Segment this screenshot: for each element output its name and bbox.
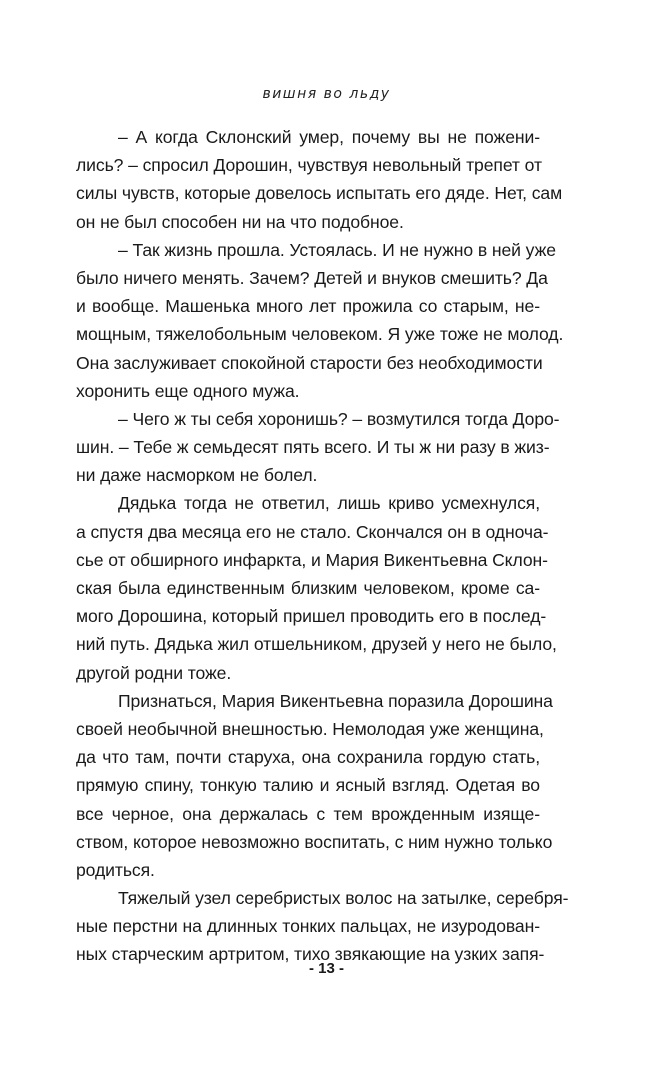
text-line: Дядька тогда не ответил, лишь криво усмехнулся, [118,493,540,514]
text-line: хоронить еще одного мужа. [76,380,300,401]
text-line: Тяжелый узел серебристых волос на затылке, серебря- [118,888,569,909]
text-line: Признаться, Мария Викентьевна поразила Дорошина [118,690,553,711]
text-line: мого Дорошина, который пришел проводить его в послед- [76,606,547,627]
running-head: вишня во льду [262,86,391,102]
text-line: сье от обширного инфаркта, и Мария Викентьевна Склон- [76,549,548,570]
text-line: – Так жизнь прошла. Устоялась. И не нужно в ней уже [118,239,556,260]
text-line: было ничего менять. Зачем? Детей и внуков смешить? Да [76,267,548,288]
text-line: другой родни тоже. [76,662,232,683]
text-line: да что там, почти старуха, она сохранила гордую стать, [76,747,540,768]
text-line: мощным, тяжелобольным человеком. Я уже тоже не молод. [76,324,564,345]
text-line: родиться. [76,859,155,880]
text-line: ни даже насморком не болел. [76,465,318,486]
text-line: силы чувств, которые довелось испытать его дяде. Нет, сам [76,183,563,204]
text-line: ных старческим артритом, тихо звякающие на узких запя- [76,944,545,965]
text-line: – А когда Склонский умер, почему вы не пожени- [118,127,540,147]
text-line: он не был способен ни на что подобное. [76,211,404,232]
text-line: и вообще. Машенька много лет прожила со старым, не- [76,296,540,317]
text-line: ская была единственным близким человеком, кроме са- [76,578,540,598]
text-line: прямую спину, тонкую талию и ясный взгляд. Одетая во [76,775,540,796]
text-line: все черное, она держалась с тем врожденным изяще- [76,803,540,824]
body-text [76,123,569,969]
page-number: - 13 - [308,960,344,977]
text-line: Она заслуживает спокойной старости без необходимости [76,352,543,373]
text-line: ством, которое невозможно воспитать, с ним нужно только [76,831,553,852]
text-line: лись? – спросил Дорошин, чувствуя невольный трепет от [76,155,542,176]
text-line: ний путь. Дядька жил отшельником, друзей у него не было, [76,634,557,655]
text-line: ные перстни на длинных тонких пальцах, не изуродован- [76,916,540,937]
text-line: своей необычной внешностью. Немолодая уже женщина, [76,718,544,739]
text-line: а спустя два месяца его не стало. Скончался он в одноча- [76,521,549,542]
text-line: – Чего ж ты себя хоронишь? – возмутился тогда Доро- [118,408,560,429]
text-line: шин. – Тебе ж семьдесят пять всего. И ты ж ни разу в жиз- [76,437,550,458]
